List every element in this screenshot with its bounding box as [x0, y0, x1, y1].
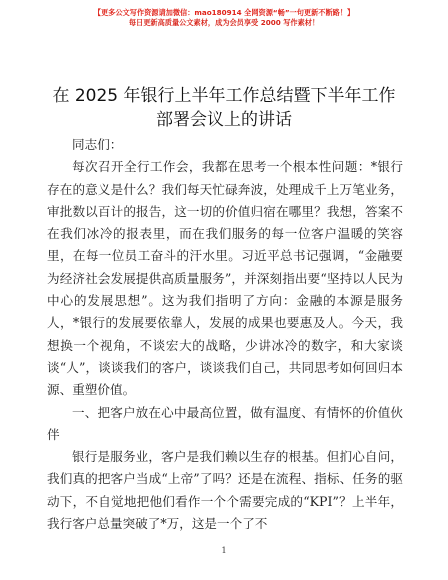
document-body — [47, 134, 403, 535]
body-paragraph: 每次召开全行工作会，我都在思考一个根本性问题：*银行存在的意义是什么？我们每天忙碌奔波，处理成千上万笔业务，审批数以百计的报告，这一切的价值归宿在哪里？我想，答案不在我们冰冷的报表里，而在我们服务的每一位客户温暖的笑容里，在每一位员工奋斗的汗水里。习近平总书记强调，“金融要为经济社会发展提供高质量服务”，并深刻指出要“坚持以人民为中心的发展思想”。这为我们指明了方向：金融的本源是服务人，*银行的发展要依靠人，发展的成果也要惠及人。今天，我想换一个视角，不谈宏大的战略，少讲冰冷的数字，和大家谈谈“人”，谈谈我们的客户，谈谈我们自己，共同思考如何回归本源、重塑价值。 — [47, 159, 403, 398]
header-banner — [0, 8, 448, 28]
section-paragraph: 银行是服务业，客户是我们赖以生存的根基。但扪心自问，我们真的把客户当成“上帝”了吗？还是在流程、指标、任务的驱动下，不自觉地把他们看作一个个需要完成的“KPI”？上半年，我行客户总量突破了*万，这是一个了不 — [47, 449, 403, 532]
section-heading: 一、把客户放在心中最高位置，做有温度、有情怀的价值伙伴 — [47, 404, 403, 442]
page-number: 1 — [221, 546, 227, 555]
document-title: 在 2025 年银行上半年工作总结暨下半年工作部署会议上的讲话 — [52, 86, 396, 130]
banner-line-2: 每日更新高质量公文素材，成为会员享受 2000 写作素材！ — [128, 18, 320, 27]
salutation: 同志们： — [72, 137, 123, 152]
banner-line-1: 【更多公文写作资源请加微信：mao180914 全网资源“畅”一句更新不断路！】 — [93, 8, 355, 17]
